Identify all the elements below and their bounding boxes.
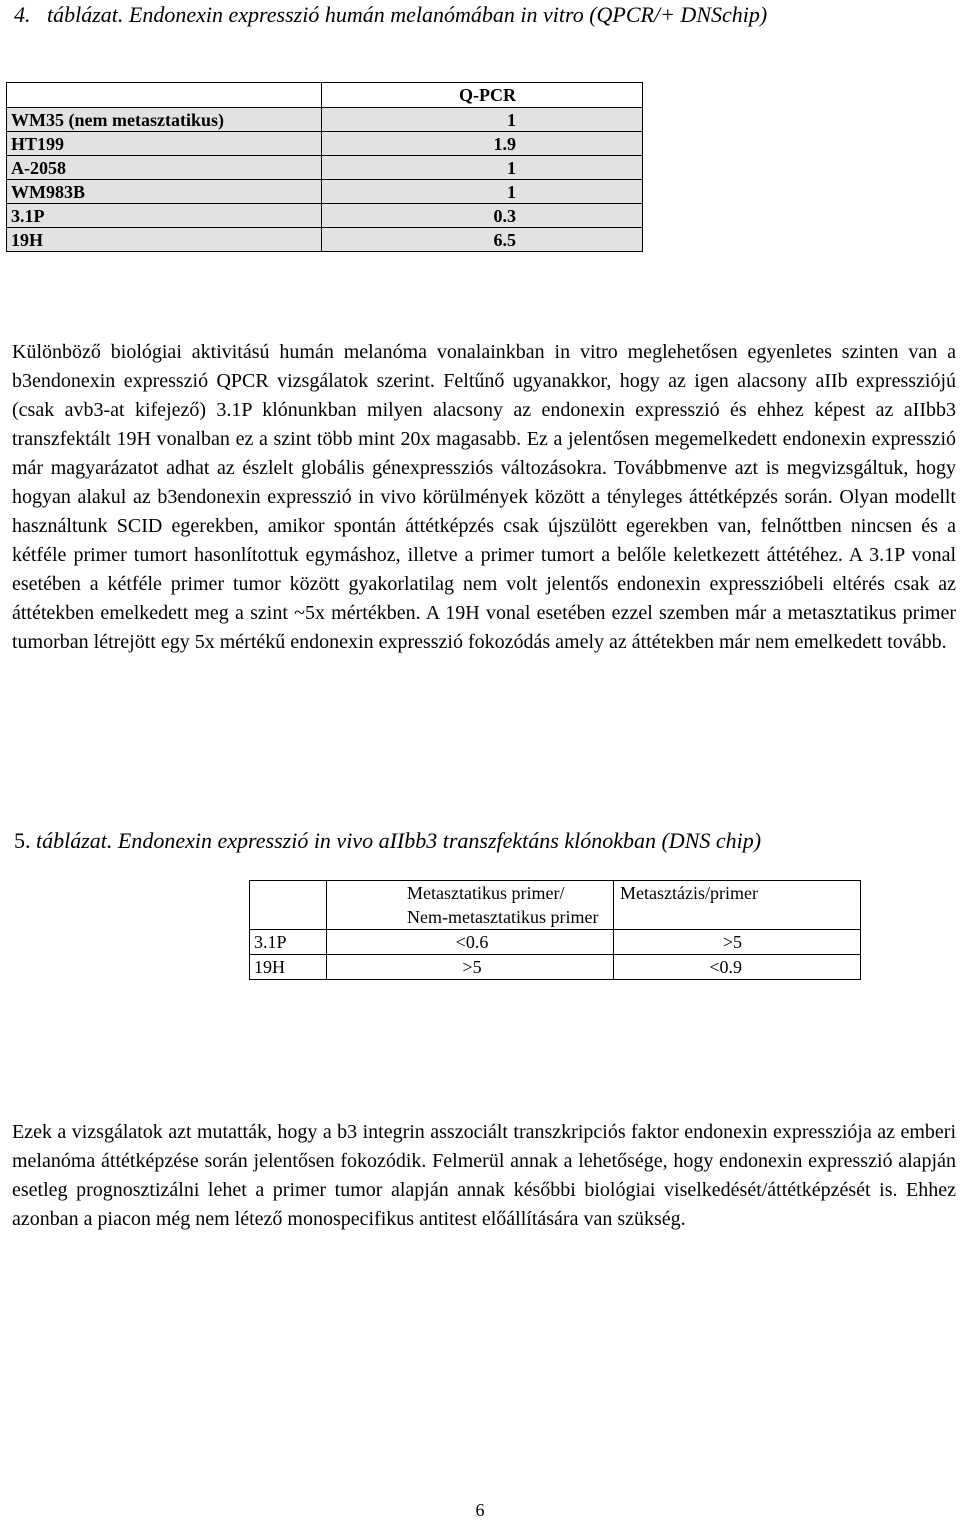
table-row [7,204,643,228]
table4-row-name: HT199 [7,132,322,156]
table4-row-value: 6.5 [322,228,643,252]
table4-caption-text: Endonexin expresszió humán melanómában in vitro (QPCR/+ DNSchip) [128,2,768,27]
table5-row-col1: >5 [327,955,614,980]
table5-header-col1 [327,881,614,930]
table-row [7,228,643,252]
table5-row-col2: >5 [614,930,861,955]
table5-row-col2: <0.9 [614,955,861,980]
table5-row-name: 19H [250,955,327,980]
body-paragraph-1: Különböző biológiai aktivitású humán melanóma vonalainkban in vitro meglehetősen egyenletes szinten van a b3endonexin expresszió QPCR vizsgálatok szerint. Feltűnő ugyanakkor, hogy az igen alacsony aIIb expressziójú (csak avb3-at kifejező) 3.1P klónunkban milyen alacsony az endonexin expresszió és ehhez képest az aIIbb3 transzfektált 19H vonalban ez a szint több mint 20x magasabb. Ez a jelentősen megemelkedett endonexin expresszió már magyarázatot adhat az észlelt globális génexpressziós változásokra. Továbbmenve azt is megvizsgáltuk, hogy hogyan alakul az b3endonexin expresszió in vivo körülmények között a tényleges áttétképzés során. Olyan modellt használtunk SCID egerekben, amikor spontán áttétképzés csak újszülött egerekben van, felnőttben nincsen és a kétféle primer tumort hasonlítottuk egymáshoz, illetve a primer tumort a belőle keletkezett áttétéhez. A 3.1P vonal esetében a kétféle primer tumor között gyakorlatilag nem volt jelentős endonexin expresszióbeli eltérés csak az áttétekben emelkedett meg a szint ~5x mértékben. A 19H vonal esetében ezzel szemben már a metasztatikus primer tumorban létrejött egy 5x mértékű endonexin expresszió fokozódás amely az áttétekben már nem emelkedett tovább. [12,341,956,653]
table5-caption-number: 5. [14,828,31,853]
table-row [7,156,643,180]
table5-header-empty [250,881,327,930]
table4-row-value: 1 [322,180,643,204]
table-row [7,132,643,156]
table4-header-qpcr: Q-PCR [322,83,643,108]
table4-header-empty [7,83,322,108]
table5-caption-text: Endonexin expresszió in vivo aIIbb3 transzfektáns klónokban (DNS chip) [117,828,762,853]
page-number: 6 [475,1500,485,1520]
table4-row-name: WM983B [7,180,322,204]
table4-row-name: A-2058 [7,156,322,180]
table5-caption-label: táblázat. [36,828,113,853]
table5-row-name: 3.1P [250,930,327,955]
table-row [7,180,643,204]
body-paragraph-2: Ezek a vizsgálatok azt mutatták, hogy a b3 integrin asszociált transzkripciós faktor endonexin expressziója az emberi melanóma áttétképzése során jelentősen fokozódik. Felmerül annak a lehetősége, hogy endonexin expresszió alapján esetleg prognosztizálni lehet a primer tumor alapján annak későbbi biológiai viselkedését/áttétképzését is. Ehhez azonban a piacon még nem létező monospecifikus antitest előállítására van szükség. [12,1121,956,1230]
table-row [250,955,861,980]
table5 [249,880,861,980]
table4-caption [14,2,767,28]
table4-row-name: 3.1P [7,204,322,228]
table4-caption-label: táblázat. [47,2,124,27]
table4-row-value: 1.9 [322,132,643,156]
table5-header-col1-line2: Nem-metasztatikus primer [407,907,599,927]
table5-header-col2: Metasztázis/primer [614,881,861,930]
table4-row-name: 19H [7,228,322,252]
table4-header-row [7,83,643,108]
table4-row-name: WM35 (nem metasztatikus) [7,108,322,132]
table-row [250,930,861,955]
table4-row-value: 1 [322,156,643,180]
table4-row-value: 1 [322,108,643,132]
table5-header-row [250,881,861,930]
table4-row-value: 0.3 [322,204,643,228]
table4 [6,82,643,252]
table5-header-col1-line1: Metasztatikus primer/ [407,883,565,903]
table4-caption-number: 4. [14,2,31,27]
table5-caption [14,828,761,854]
table-row [7,108,643,132]
table5-row-col1: <0.6 [327,930,614,955]
